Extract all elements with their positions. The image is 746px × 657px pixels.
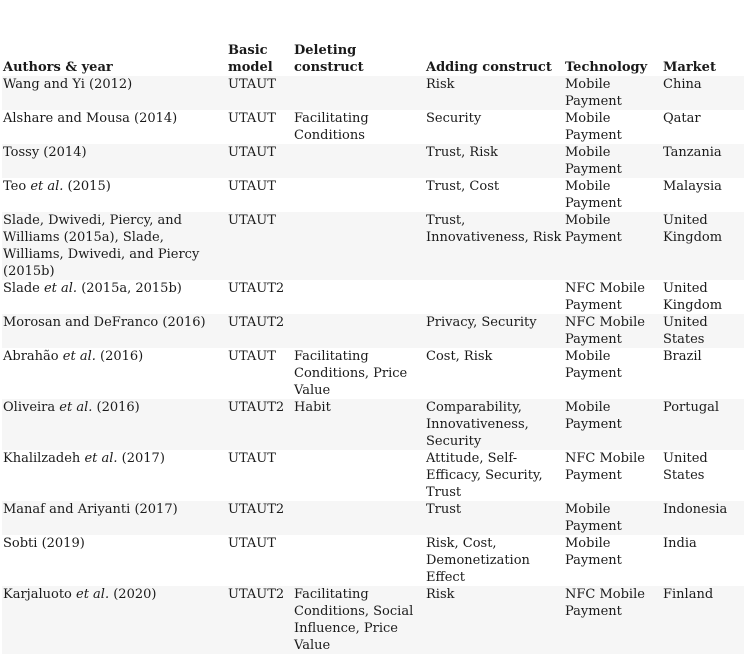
header-adding-construct: Adding construct [426,60,552,75]
table-row [2,399,744,450]
cell-deleting-construct [293,501,425,535]
cell-market: Finland [662,586,744,654]
literature-table [2,42,744,654]
authors-etal: et al. [76,587,110,602]
cell-basic-model: UTAUT [227,178,293,212]
cell-deleting-construct [293,535,425,586]
literature-table-container [2,42,744,654]
cell-technology: Mobile Payment [564,144,662,178]
table-row [2,501,744,535]
cell-adding-construct: Risk [425,586,564,654]
authors-etal: et al. [30,179,64,194]
cell-deleting-construct [293,314,425,348]
cell-deleting-construct [293,280,425,314]
authors-text: Abrahão [3,349,63,364]
cell-deleting-construct [293,450,425,501]
authors-etal: et al. [59,400,93,415]
cell-deleting-construct [293,76,425,110]
authors-text: Oliveira [3,400,60,415]
cell-market: United States [662,450,744,501]
authors-text: (2017) [117,451,165,466]
header-authors: Authors & year [3,60,113,75]
cell-technology: NFC Mobile Payment [564,280,662,314]
cell-adding-construct: Security [425,110,564,144]
authors-text: (2016) [95,349,144,364]
cell-authors [2,178,227,212]
table-row [2,586,744,654]
cell-technology: Mobile Payment [564,212,662,280]
table-row [2,450,744,501]
cell-deleting-construct: Facilitating Conditions [293,110,425,144]
cell-authors [2,450,227,501]
table-row [2,348,744,399]
cell-authors [2,144,227,178]
cell-authors [2,314,227,348]
cell-deleting-construct [293,212,425,280]
table-row [2,314,744,348]
table-row [2,212,744,280]
cell-adding-construct: Comparability, Innovativeness, Security [425,399,564,450]
cell-market: China [662,76,744,110]
cell-technology: Mobile Payment [564,178,662,212]
authors-text: Sobti (2019) [3,536,85,551]
cell-adding-construct: Attitude, Self-Efficacy, Security, Trust [425,450,564,501]
authors-text: Morosan and DeFranco (2016) [3,315,206,330]
authors-text: Khalilzadeh [3,451,85,466]
authors-text: (2020) [109,587,157,602]
header-market: Market [663,60,716,75]
authors-etal: et al. [84,451,118,466]
cell-authors [2,501,227,535]
cell-adding-construct: Trust, Cost [425,178,564,212]
table-row [2,110,744,144]
cell-adding-construct: Trust, Innovativeness, Risk [425,212,564,280]
table-row [2,178,744,212]
cell-technology: Mobile Payment [564,348,662,399]
cell-authors [2,586,227,654]
cell-basic-model: UTAUT2 [227,280,293,314]
table-row [2,280,744,314]
cell-technology: NFC Mobile Payment [564,586,662,654]
cell-market: United States [662,314,744,348]
cell-basic-model: UTAUT [227,348,293,399]
cell-deleting-construct [293,144,425,178]
cell-basic-model: UTAUT2 [227,501,293,535]
cell-basic-model: UTAUT [227,450,293,501]
cell-authors [2,280,227,314]
cell-basic-model: UTAUT2 [227,399,293,450]
cell-technology: Mobile Payment [564,535,662,586]
authors-text: (2016) [92,400,140,415]
cell-adding-construct: Trust, Risk [425,144,564,178]
cell-basic-model: UTAUT [227,144,293,178]
authors-text: Teo [3,179,31,194]
table-row [2,76,744,110]
cell-adding-construct: Risk [425,76,564,110]
cell-market: Malaysia [662,178,744,212]
authors-text: Tossy (2014) [3,145,87,160]
cell-market: Indonesia [662,501,744,535]
cell-deleting-construct: Habit [293,399,425,450]
cell-authors [2,76,227,110]
cell-adding-construct [425,280,564,314]
cell-basic-model: UTAUT2 [227,314,293,348]
cell-adding-construct: Risk, Cost, Demonetization Effect [425,535,564,586]
table-row [2,144,744,178]
cell-authors [2,212,227,280]
cell-authors [2,535,227,586]
authors-text: Wang and Yi (2012) [3,77,133,92]
cell-deleting-construct: Facilitating Conditions, Price Value [293,348,425,399]
cell-authors [2,110,227,144]
header-technology: Technology [565,60,648,75]
cell-technology: NFC Mobile Payment [564,314,662,348]
cell-technology: Mobile Payment [564,76,662,110]
cell-technology: Mobile Payment [564,110,662,144]
cell-technology: Mobile Payment [564,399,662,450]
cell-basic-model: UTAUT [227,535,293,586]
cell-basic-model: UTAUT2 [227,586,293,654]
authors-text: (2015a, 2015b) [77,281,182,296]
cell-technology: NFC Mobile Payment [564,450,662,501]
cell-market: Qatar [662,110,744,144]
cell-deleting-construct [293,178,425,212]
cell-adding-construct: Cost, Risk [425,348,564,399]
authors-etal: et al. [43,281,78,296]
header-basic-model: Basic model [228,43,273,75]
authors-text: Slade [3,281,44,296]
authors-text: Manaf and Ariyanti (2017) [3,502,178,517]
authors-text: Alshare and Mousa (2014) [3,111,178,126]
cell-basic-model: UTAUT [227,76,293,110]
cell-market: Tanzania [662,144,744,178]
authors-text: Karjaluoto [3,587,76,602]
cell-market: Portugal [662,399,744,450]
cell-market: India [662,535,744,586]
cell-adding-construct: Trust [425,501,564,535]
cell-deleting-construct: Facilitating Conditions, Social Influence, Price Value [293,586,425,654]
cell-authors [2,348,227,399]
authors-etal: et al. [62,349,96,364]
cell-basic-model: UTAUT [227,212,293,280]
table-body [2,76,744,654]
cell-basic-model: UTAUT [227,110,293,144]
authors-text: (2015) [63,179,111,194]
cell-technology: Mobile Payment [564,501,662,535]
authors-text: Slade, Dwivedi, Piercy, and Williams (2015a), Slade, Williams, Dwivedi, and Piercy (2015b) [3,213,200,279]
cell-adding-construct: Privacy, Security [425,314,564,348]
cell-market: United Kingdom [662,280,744,314]
header-row [2,42,744,76]
header-deleting-construct: Deleting construct [294,43,364,75]
cell-authors [2,399,227,450]
cell-market: Brazil [662,348,744,399]
table-header [2,42,744,76]
table-row [2,535,744,586]
cell-market: United Kingdom [662,212,744,280]
